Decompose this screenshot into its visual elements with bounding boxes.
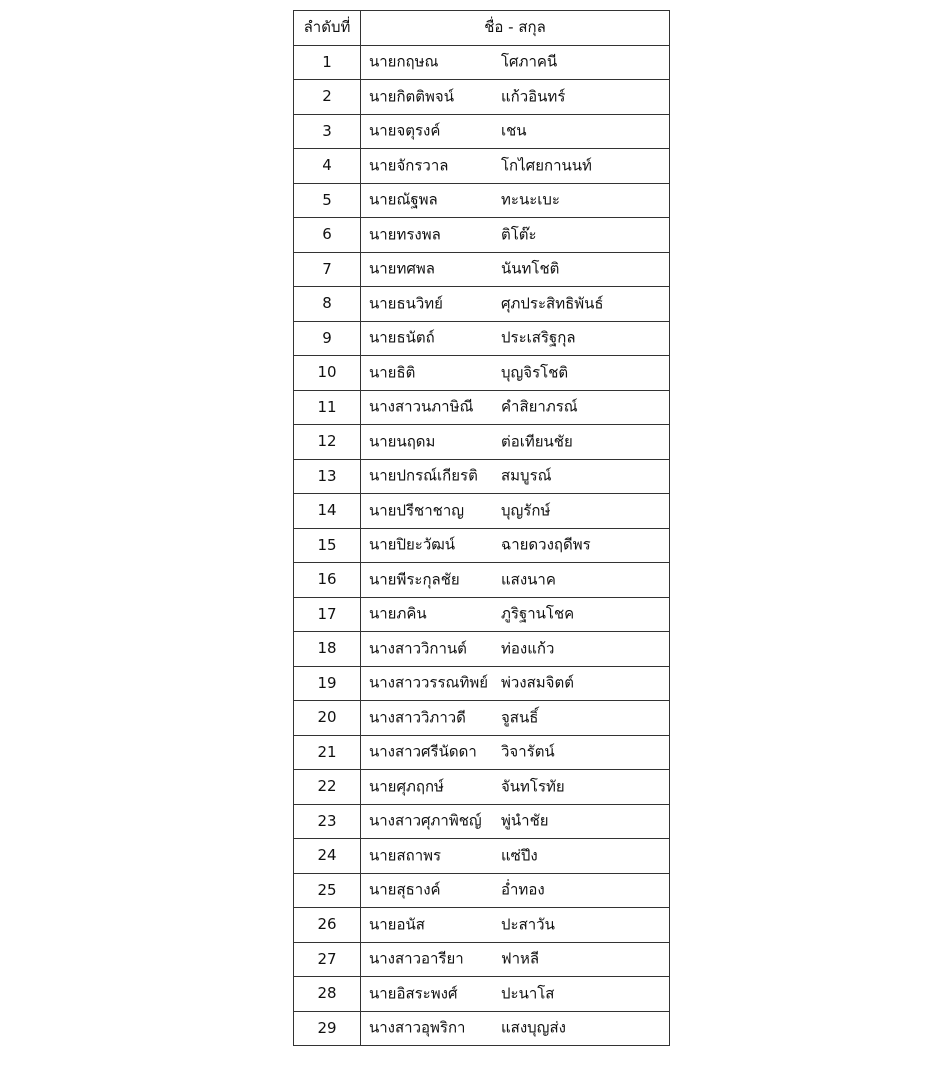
- last-name: แสงนาค: [501, 570, 556, 589]
- last-name: อ่ำทอง: [501, 880, 545, 899]
- first-name: นายทรงพล: [369, 225, 441, 244]
- table-row: [294, 114, 670, 149]
- row-fullname: [361, 425, 670, 460]
- row-fullname: [361, 528, 670, 563]
- row-fullname: [361, 1011, 670, 1046]
- row-fullname: [361, 977, 670, 1012]
- row-fullname: [361, 183, 670, 218]
- table-row: [294, 770, 670, 805]
- row-number: 13: [294, 459, 361, 494]
- first-name: นายกฤษณ: [369, 52, 439, 71]
- table-row: [294, 252, 670, 287]
- first-name: นางสาวศรีนัดดา: [369, 742, 477, 761]
- first-name: นางสาวศุภาพิชญ์: [369, 811, 482, 830]
- first-name: นางสาววรรณทิพย์: [369, 673, 489, 692]
- last-name: จันทโรทัย: [501, 777, 565, 796]
- row-fullname: [361, 459, 670, 494]
- last-name: โกไศยกานนท์: [501, 156, 592, 175]
- row-fullname: [361, 597, 670, 632]
- last-name: แสงบุญส่ง: [501, 1018, 566, 1037]
- last-name: ประเสริฐกุล: [501, 328, 576, 347]
- table-row: [294, 321, 670, 356]
- table-row: [294, 735, 670, 770]
- first-name: นายสุธางค์: [369, 880, 441, 899]
- row-fullname: [361, 218, 670, 253]
- row-fullname: [361, 873, 670, 908]
- row-number: 16: [294, 563, 361, 598]
- row-fullname: [361, 494, 670, 529]
- table-row: [294, 425, 670, 460]
- last-name: บุญจิรโชติ: [501, 363, 569, 382]
- header-fullname: ชื่อ - สกุล: [361, 11, 670, 46]
- table-row: [294, 459, 670, 494]
- row-fullname: [361, 908, 670, 943]
- last-name: ภูริฐานโชค: [501, 604, 575, 623]
- last-name: คำสิยาภรณ์: [501, 397, 578, 416]
- row-number: 6: [294, 218, 361, 253]
- table-row: [294, 632, 670, 667]
- table-row: [294, 149, 670, 184]
- last-name: บุญรักษ์: [501, 501, 551, 520]
- last-name: พู่นำชัย: [501, 811, 549, 830]
- row-number: 10: [294, 356, 361, 391]
- row-fullname: [361, 390, 670, 425]
- row-fullname: [361, 666, 670, 701]
- first-name: นายจักรวาล: [369, 156, 449, 175]
- row-fullname: [361, 252, 670, 287]
- table-row: [294, 80, 670, 115]
- last-name: พ่วงสมจิตต์: [501, 673, 574, 692]
- last-name: ทะนะเบะ: [501, 190, 560, 209]
- first-name: นางสาวอุพริกา: [369, 1018, 466, 1037]
- last-name: เชน: [501, 121, 527, 140]
- last-name: ฟาหลี: [501, 949, 540, 968]
- row-number: 4: [294, 149, 361, 184]
- row-fullname: [361, 804, 670, 839]
- last-name: ท่องแก้ว: [501, 639, 555, 658]
- row-number: 29: [294, 1011, 361, 1046]
- row-fullname: [361, 321, 670, 356]
- table-row: [294, 1011, 670, 1046]
- row-number: 24: [294, 839, 361, 874]
- last-name: ต่อเทียนชัย: [501, 432, 573, 451]
- row-fullname: [361, 563, 670, 598]
- row-number: 14: [294, 494, 361, 529]
- first-name: นายปกรณ์เกียรติ: [369, 466, 478, 485]
- row-number: 19: [294, 666, 361, 701]
- table-row: [294, 45, 670, 80]
- row-number: 9: [294, 321, 361, 356]
- row-number: 21: [294, 735, 361, 770]
- last-name: นันทโชติ: [501, 259, 560, 278]
- row-number: 20: [294, 701, 361, 736]
- table-row: [294, 977, 670, 1012]
- first-name: นายธิติ: [369, 363, 416, 382]
- row-fullname: [361, 80, 670, 115]
- first-name: นายนฤดม: [369, 432, 436, 451]
- row-fullname: [361, 942, 670, 977]
- row-number: 2: [294, 80, 361, 115]
- first-name: นายปิยะวัฒน์: [369, 535, 456, 554]
- table-row: [294, 908, 670, 943]
- first-name: นายอิสระพงศ์: [369, 984, 458, 1003]
- table-row: [294, 666, 670, 701]
- table-row: [294, 356, 670, 391]
- row-number: 18: [294, 632, 361, 667]
- first-name: นางสาววิภาวดี: [369, 708, 466, 727]
- first-name: นายภคิน: [369, 604, 427, 623]
- table-header-row: [294, 11, 670, 46]
- last-name: ปะนาโส: [501, 984, 555, 1003]
- last-name: วิจารัตน์: [501, 742, 555, 761]
- table-row: [294, 287, 670, 322]
- last-name: โศภาคนี: [501, 52, 558, 71]
- row-fullname: [361, 114, 670, 149]
- first-name: นายธนัตถ์: [369, 328, 435, 347]
- row-number: 5: [294, 183, 361, 218]
- row-number: 26: [294, 908, 361, 943]
- header-number: ลำดับที่: [294, 11, 361, 46]
- first-name: นายศุภฤกษ์: [369, 777, 444, 796]
- row-number: 8: [294, 287, 361, 322]
- row-fullname: [361, 770, 670, 805]
- first-name: นายทศพล: [369, 259, 435, 278]
- table-row: [294, 563, 670, 598]
- table-row: [294, 942, 670, 977]
- row-number: 7: [294, 252, 361, 287]
- first-name: นางสาววิกานต์: [369, 639, 467, 658]
- table-row: [294, 804, 670, 839]
- table-row: [294, 528, 670, 563]
- table-row: [294, 390, 670, 425]
- first-name: นายกิตติพจน์: [369, 87, 454, 106]
- row-fullname: [361, 45, 670, 80]
- last-name: สมบูรณ์: [501, 466, 552, 485]
- last-name: ฉายดวงฤดีพร: [501, 535, 591, 554]
- last-name: แซ่ปึง: [501, 846, 538, 865]
- table-row: [294, 218, 670, 253]
- row-fullname: [361, 287, 670, 322]
- row-number: 22: [294, 770, 361, 805]
- row-number: 12: [294, 425, 361, 460]
- row-fullname: [361, 632, 670, 667]
- last-name: ติโต๊ะ: [501, 225, 537, 244]
- first-name: นายอนัส: [369, 915, 425, 934]
- row-number: 15: [294, 528, 361, 563]
- table-row: [294, 839, 670, 874]
- last-name: จูสนธิ์: [501, 708, 539, 727]
- row-number: 3: [294, 114, 361, 149]
- last-name: แก้วอินทร์: [501, 87, 566, 106]
- row-fullname: [361, 735, 670, 770]
- first-name: นางสาวนภาษิณี: [369, 397, 474, 416]
- row-number: 27: [294, 942, 361, 977]
- first-name: นายธนวิทย์: [369, 294, 443, 313]
- row-fullname: [361, 149, 670, 184]
- first-name: นายปรีชาชาญ: [369, 501, 465, 520]
- first-name: นางสาวอารียา: [369, 949, 464, 968]
- row-number: 17: [294, 597, 361, 632]
- row-fullname: [361, 701, 670, 736]
- row-number: 25: [294, 873, 361, 908]
- first-name: นายจตุรงค์: [369, 121, 441, 140]
- table-body: [294, 45, 670, 1046]
- table-row: [294, 873, 670, 908]
- row-fullname: [361, 839, 670, 874]
- table-row: [294, 183, 670, 218]
- table-row: [294, 494, 670, 529]
- first-name: นายพีระกุลชัย: [369, 570, 460, 589]
- row-number: 1: [294, 45, 361, 80]
- last-name: ศุภประสิทธิพันธ์: [501, 294, 604, 313]
- table-row: [294, 701, 670, 736]
- row-number: 23: [294, 804, 361, 839]
- first-name: นายณัฐพล: [369, 190, 438, 209]
- row-number: 11: [294, 390, 361, 425]
- first-name: นายสถาพร: [369, 846, 442, 865]
- name-roster-table: [293, 10, 670, 1046]
- row-number: 28: [294, 977, 361, 1012]
- row-fullname: [361, 356, 670, 391]
- table-row: [294, 597, 670, 632]
- last-name: ปะสาวัน: [501, 915, 555, 934]
